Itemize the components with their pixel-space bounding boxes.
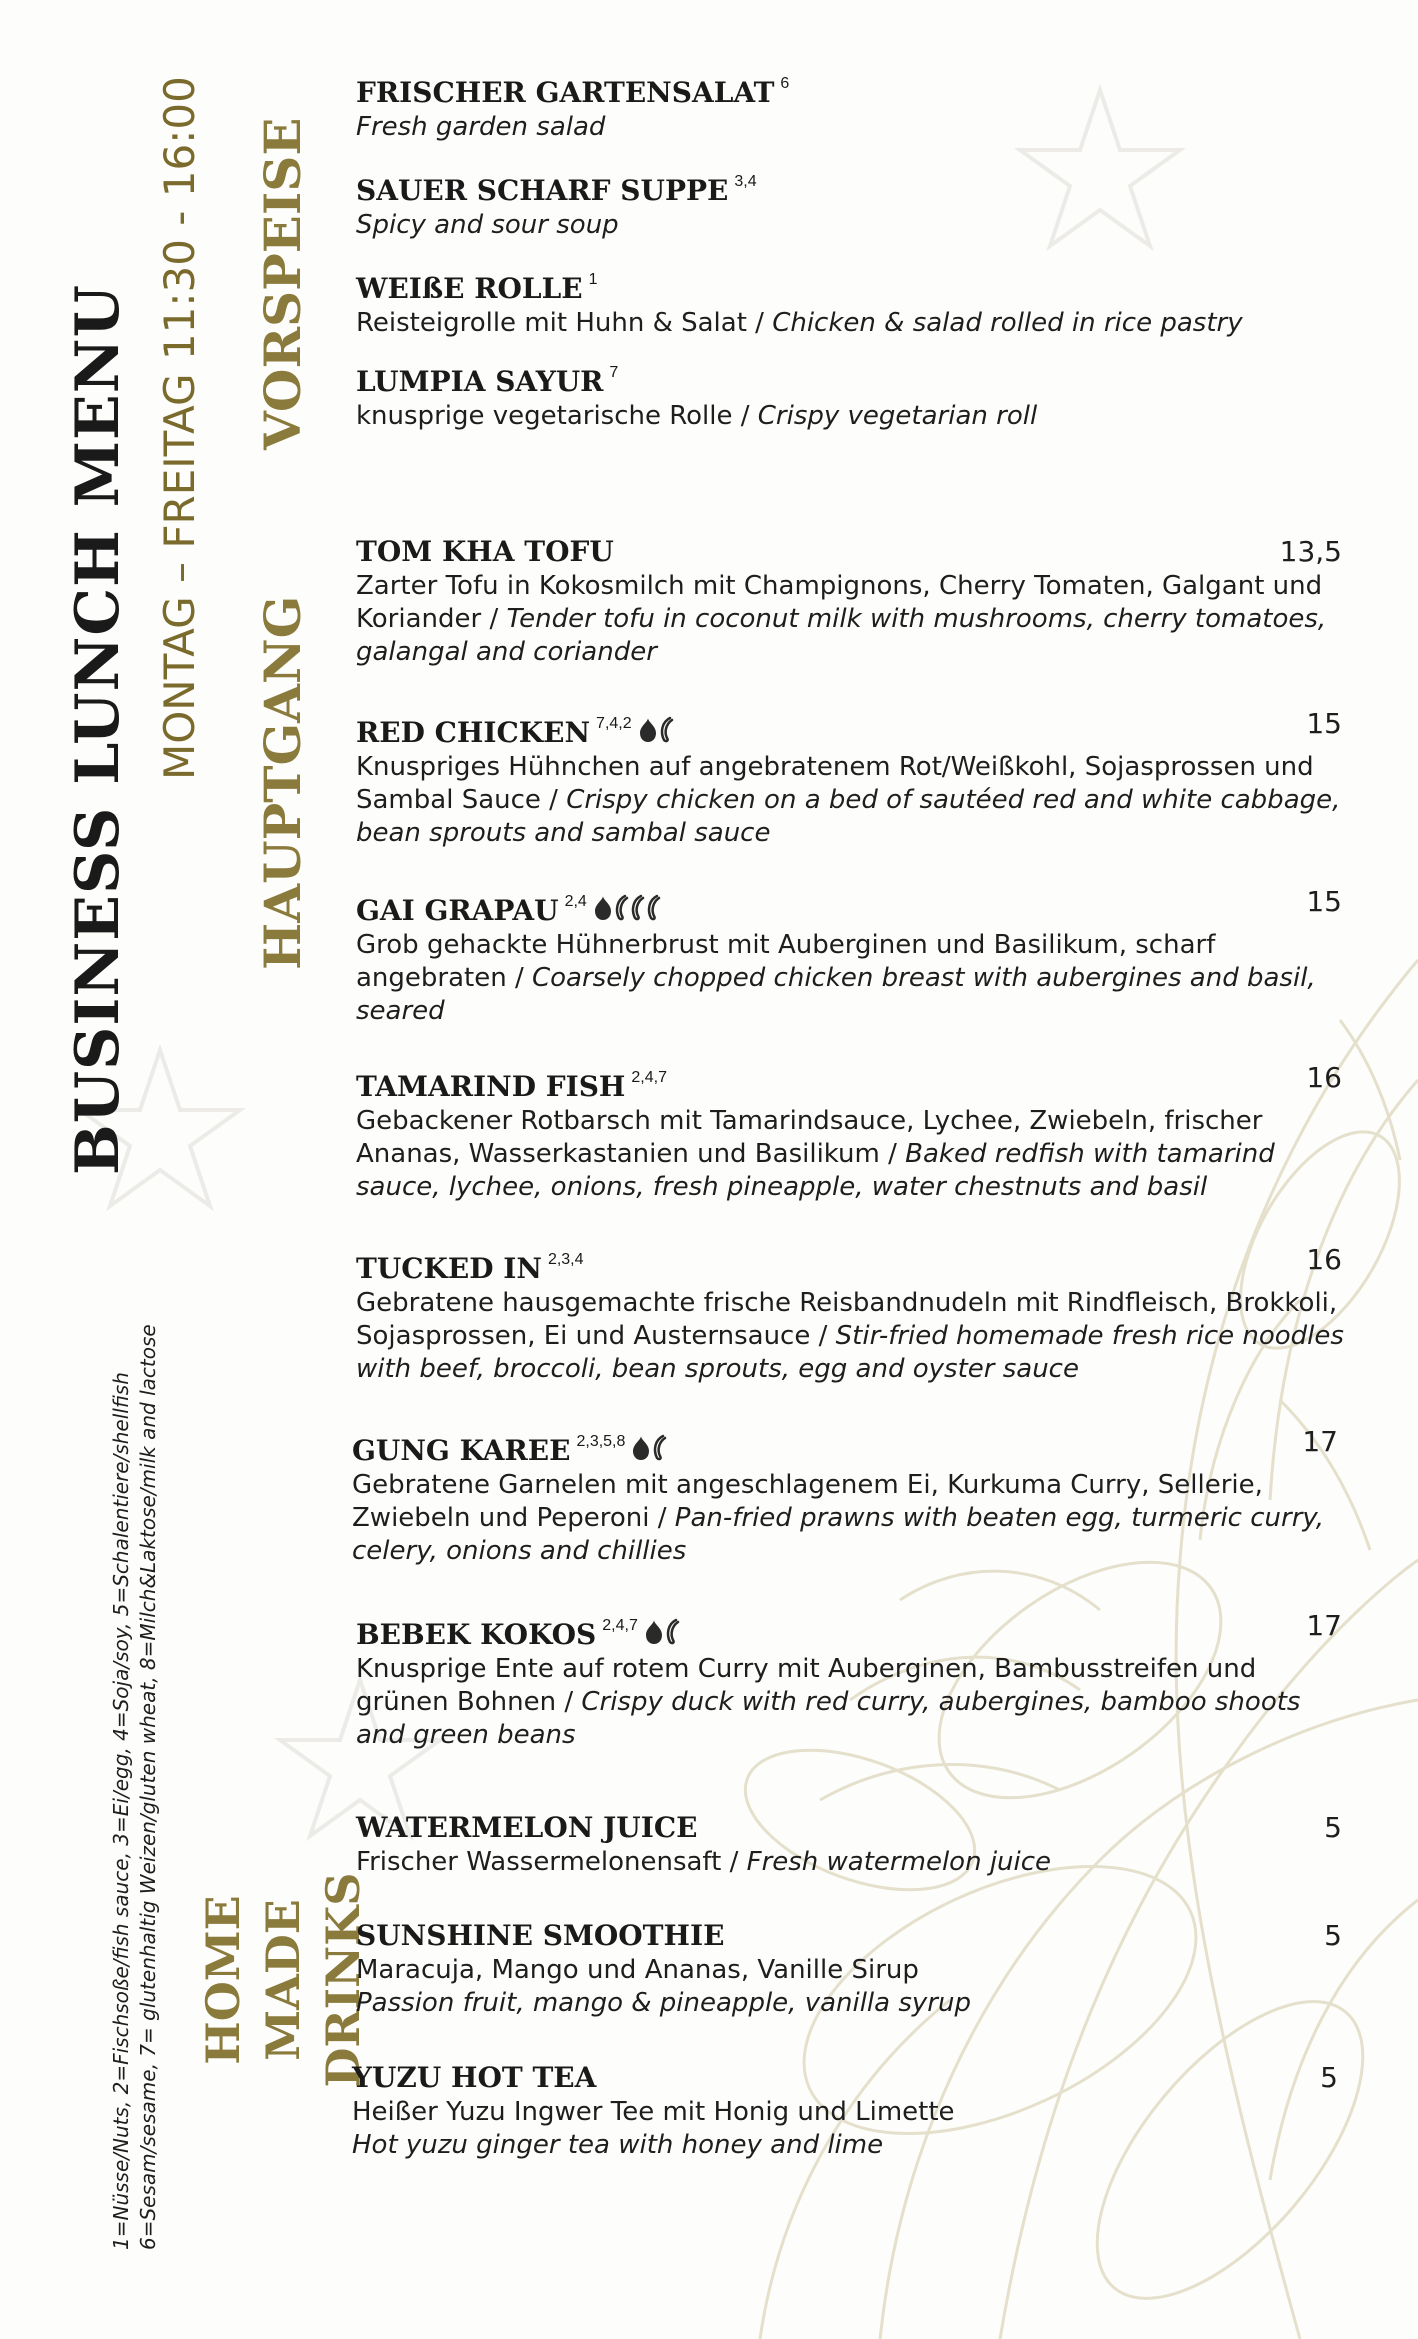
item-desc-en: Stir-fried homemade fresh rice noodles with beef, broccoli, bean sprouts, egg and oyster sauce bbox=[356, 1321, 1344, 1384]
item-desc-de: Knusprige Ente auf rotem Curry mit Auberginen, Bambusstreifen und grünen Bohnen / bbox=[356, 1654, 1257, 1717]
item-price: 16 bbox=[1306, 1061, 1342, 1094]
menu-item bbox=[356, 1608, 1356, 1752]
item-allergens: 2,3,4 bbox=[547, 1251, 584, 1268]
allergen-legend-line-2: 6=Sesam/sesame, 7= glutenhaltig Weizen/gluten wheat, 8=Milch&Laktose/milk and lactose bbox=[136, 1324, 160, 2250]
section-label-hauptgang: HAUPTGANG bbox=[253, 595, 312, 970]
garlic-chili-icon bbox=[636, 714, 678, 744]
item-name: WATERMELON JUICE bbox=[356, 1811, 698, 1844]
item-allergens: 6 bbox=[780, 75, 790, 92]
item-desc-en: Spicy and sour soup bbox=[356, 210, 619, 240]
menu-item bbox=[356, 1060, 1356, 1204]
menu-item bbox=[352, 1424, 1352, 1568]
item-name: GUNG KAREE bbox=[352, 1434, 571, 1467]
item-name: WEIßE ROLLE bbox=[356, 272, 583, 305]
item-desc-de: Heißer Yuzu Ingwer Tee mit Honig und Limette bbox=[352, 2097, 955, 2127]
menu-item bbox=[356, 534, 1356, 669]
item-price: 5 bbox=[1324, 1811, 1342, 1844]
opening-hours: MONTAG – FREITAG 11:30 - 16:00 bbox=[155, 76, 204, 780]
item-desc-de: Reisteigrolle mit Huhn & Salat / bbox=[356, 308, 773, 338]
item-desc-en: Hot yuzu ginger tea with honey and lime bbox=[352, 2130, 884, 2160]
item-allergens: 2,4,7 bbox=[602, 1617, 638, 1634]
item-name: GAI GRAPAU bbox=[356, 894, 559, 927]
item-price: 5 bbox=[1324, 1919, 1342, 1952]
item-allergens: 7 bbox=[609, 364, 619, 381]
item-price: 15 bbox=[1306, 885, 1342, 918]
item-desc-de: Knuspriges Hühnchen auf angebratenem Rot/Weißkohl, Sojasprossen und Sambal Sauce / bbox=[356, 752, 1314, 815]
item-name: RED CHICKEN bbox=[356, 716, 591, 749]
menu-item bbox=[356, 262, 1356, 340]
menu-item bbox=[356, 706, 1356, 850]
item-name: TOM KHA TOFU bbox=[356, 535, 614, 568]
item-desc-en: Pan-fried prawns with beaten egg, turmeric curry, celery, onions and chillies bbox=[352, 1503, 1325, 1566]
item-price: 17 bbox=[1302, 1425, 1338, 1458]
item-desc-en: Chicken & salad rolled in rice pastry bbox=[772, 308, 1243, 338]
garlic-chili-icon bbox=[629, 1432, 671, 1462]
item-price: 13,5 bbox=[1279, 535, 1342, 568]
item-desc-en: Coarsely chopped chicken breast with aubergines and basil, seared bbox=[356, 963, 1316, 1026]
menu-item bbox=[356, 884, 1356, 1028]
section-label-vorspeise: VORSPEISE bbox=[253, 117, 312, 450]
allergen-legend-line-1: 1=Nüsse/Nuts, 2=Fischsoße/fish sauce, 3=Ei/egg, 4=Soja/soy, 5=Schalentiere/shellfish bbox=[109, 1372, 133, 2250]
item-name: FRISCHER GARTENSALAT bbox=[356, 76, 775, 109]
item-price: 16 bbox=[1306, 1243, 1342, 1276]
menu-item bbox=[356, 66, 1356, 144]
spice-indicator bbox=[632, 716, 678, 749]
item-desc-en: Crispy duck with red curry, aubergines, bamboo shoots and green beans bbox=[356, 1687, 1301, 1750]
item-desc-de: Maracuja, Mango und Ananas, Vanille Sirup bbox=[356, 1955, 919, 1985]
item-allergens: 1 bbox=[588, 271, 598, 288]
item-name: SUNSHINE SMOOTHIE bbox=[356, 1919, 725, 1952]
item-name: LUMPIA SAYUR bbox=[356, 365, 604, 398]
item-desc-en: Fresh watermelon juice bbox=[746, 1847, 1052, 1877]
item-desc-de: Zarter Tofu in Kokosmilch mit Champignons, Cherry Tomaten, Galgant und Koriander / bbox=[356, 571, 1323, 634]
menu-item bbox=[356, 1918, 1356, 2020]
spice-indicator bbox=[625, 1434, 671, 1467]
item-allergens: 2,4 bbox=[564, 893, 587, 910]
item-name: BEBEK KOKOS bbox=[356, 1618, 597, 1651]
item-name: YUZU HOT TEA bbox=[352, 2061, 597, 2094]
allergen-legend bbox=[108, 1220, 162, 2250]
menu-item bbox=[356, 1242, 1356, 1386]
item-name: TAMARIND FISH bbox=[356, 1070, 626, 1103]
item-desc-de: Gebackener Rotbarsch mit Tamarindsauce, Lychee, Zwiebeln, frischer Ananas, Wasserkastanien und Basilikum / bbox=[356, 1106, 1263, 1169]
menu-item bbox=[356, 355, 1356, 433]
item-desc-en: Crispy vegetarian roll bbox=[757, 401, 1038, 431]
item-desc-de: knusprige vegetarische Rolle / bbox=[356, 401, 758, 431]
item-desc-en: Baked redfish with tamarind sauce, lychee, onions, fresh pineapple, water chestnuts and basil bbox=[356, 1139, 1275, 1202]
spice-indicator bbox=[638, 1618, 684, 1651]
menu-item bbox=[356, 164, 1356, 242]
item-allergens: 7,4,2 bbox=[596, 715, 632, 732]
item-desc-en: Passion fruit, mango & pineapple, vanilla syrup bbox=[356, 1988, 971, 2018]
garlic-chili-icon bbox=[642, 1616, 684, 1646]
item-allergens: 2,3,5,8 bbox=[576, 1433, 626, 1450]
item-desc-de: Gebratene hausgemachte frische Reisbandnudeln mit Rindfleisch, Brokkoli, Sojasprossen, Ei und Austernsauce / bbox=[356, 1288, 1338, 1351]
item-price: 5 bbox=[1320, 2061, 1338, 2094]
item-desc-de: Gebratene Garnelen mit angeschlagenem Ei, Kurkuma Curry, Sellerie, Zwiebeln und Peperoni / bbox=[352, 1470, 1263, 1533]
item-desc-de: Frischer Wassermelonensaft / bbox=[356, 1847, 747, 1877]
item-allergens: 3,4 bbox=[734, 173, 757, 190]
spice-indicator bbox=[587, 894, 665, 927]
item-allergens: 2,4,7 bbox=[631, 1069, 667, 1086]
item-desc-en: Fresh garden salad bbox=[356, 112, 606, 142]
section-label-drinks: HOME MADE DRINKS bbox=[196, 1872, 370, 2088]
item-desc-en: Tender tofu in coconut milk with mushrooms, cherry tomatoes, galangal and coriander bbox=[356, 604, 1327, 667]
item-desc-en: Crispy chicken on a bed of sautéed red and white cabbage, bean sprouts and sambal sauce bbox=[356, 785, 1341, 848]
item-name: TUCKED IN bbox=[356, 1252, 542, 1285]
item-desc-de: Grob gehackte Hühnerbrust mit Auberginen und Basilikum, scharf angebraten / bbox=[356, 930, 1216, 993]
item-name: SAUER SCHARF SUPPE bbox=[356, 174, 729, 207]
menu-item bbox=[352, 2060, 1352, 2162]
menu-title: BUSINESS LUNCH MENU bbox=[63, 284, 133, 1175]
garlic-chili-icon bbox=[591, 892, 665, 922]
item-price: 17 bbox=[1306, 1609, 1342, 1642]
item-price: 15 bbox=[1306, 707, 1342, 740]
menu-item bbox=[356, 1810, 1356, 1879]
